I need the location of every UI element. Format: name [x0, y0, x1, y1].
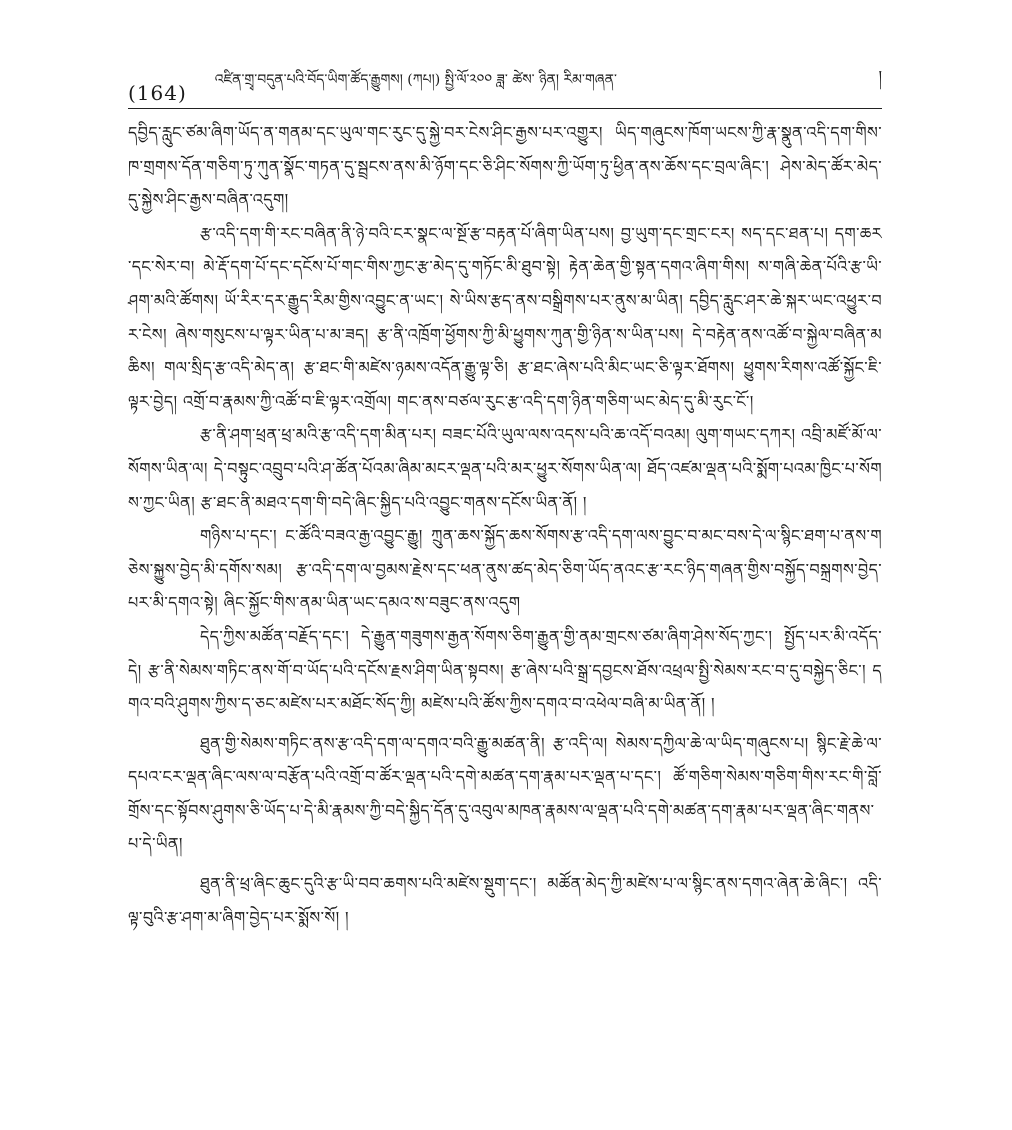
paragraph: ཐུན་གྱི་སེམས་གཏིང་ནས་རྩ་འདི་དག་ལ་དགའ་བའི་རྒྱུ་མཚན་ནི། རྩ་འདི་ལ། སེམས་དཀྱིལ་ཆེ་ལ་ཡིད་གཞུངས་པ། སྙིང་རྗེ་ཆེ་ལ་དཔའ་ངར་ལྡན་ཞིང་ལས་ལ་བརྩོན་པའི་འགྲོ་བ་ཚོར་ལྡན་པའི་དགེ་མཚན་དག་རྣམ་པར་ལྡན་པ་དང་། ཚོ་གཅིག་སེམས་གཅིག་གིས་རང་གི་བློ་གྲོས་དང་སྟོབས་ཤུགས་ཅི་ཡོད་པ་དེ་མི་རྣམས་ཀྱི་བདེ་སྐྱིད་དོན་དུ་འབུལ་མཁན་རྣམས་ལ་ལྡན་པའི་དགེ་མཚན་དག་རྣམ་པར་ལྡན་ཞིང་གནས་པ་དེ་ཡིན། — [128, 733, 882, 854]
body-text — [128, 116, 882, 934]
running-header — [128, 67, 882, 109]
paragraph: རྩ་ནི་ཤག་ཕྲན་ཕྲ་མའི་རྩ་འདི་དག་མིན་པར། བཟང་པོའི་ཡུལ་ལས་འདས་པའི་ཆ་འདོ་བའམ། ལུག་གཡང་དཀར། འབྲི་མཛོ་མོ་ལ་སོགས་ཡིན་ལ། དེ་བསྟུང་འབྲུབ་པའི་ཤ་ཚོན་པོའམ་ཞིམ་མངར་ལྡན་པའི་མར་ཕྱུར་སོགས་ཡིན་ལ། ཐོད་འཛམ་ལྡན་པའི་སྨོག་པའམ་ཁྱིང་པ་སོགས་ཀྱང་ཡིན། རྩ་ཐང་ནི་མཐའ་དག་གི་བདེ་ཞིང་སྐྱིད་པའི་འབྱུང་གནས་དངོས་ཡིན་ནོ། ། — [128, 425, 882, 512]
paragraph: རྩ་འདི་དག་གི་རང་བཞིན་ནི་ཉེ་བའི་ངར་སྣང་ལ་སྔོ་རྩ་བརྟན་པོ་ཞིག་ཡིན་པས། བྱ་ཡུག་དང་གྲང་ངར། སད་དང་ཐན་པ། དག་ཆར་དང་སེར་བ། མེ་རྡོ་དག་པོ་དང་དངོས་པོ་གང་གིས་ཀྱང་རྩ་མེད་དུ་གཏོང་མི་ཐུབ་སྟེ། རྟེན་ཆེན་གྱི་སྟན་དགའ་ཞིག་གིས། ས་གཞི་ཆེན་པོའི་རྩ་ཡི་ཤག་མའི་ཚོགས། ཡོ་རིར་དར་རྒྱུད་རིམ་གྱིས་འབྱུང་ན་ཡང་། སེ་ཡིས་རྩད་ནས་བསྒྲིགས་པར་ནུས་མ་ཡིན། དབྱིད་རླུང་ཤར་ཆེ་སྐར་ཡང་འཕྱུར་བར་ངེས། ཞེས་གསུངས་པ་ལྟར་ཡིན་པ་མ་ཟད། རྩ་ནི་འཁྲོག་ཕྱོགས་ཀྱི་མི་ཕྱུགས་ཀུན་གྱི་ཉིན་ས་ཡིན་པས། དེ་བརྟེན་ནས་འཚོ་བ་སྐྱེལ་བཞིན་མཆིས། གལ་སྲིད་རྩ་འདི་མེད་ན། རྩ་ཐང་གི་མཛེས་ཉམས་འདོན་རྒྱུ་ལྟ་ཅི། རྩ་ཐང་ཞེས་པའི་མིང་ཡང་ཅི་ལྟར་ཐོགས། ཕྱུགས་རིགས་འཚོ་སྐྱོང་ཇི་ལྟར་བྱེད། འགྲོ་བ་རྣམས་ཀྱི་འཚོ་བ་ཇི་ལྟར་འགྲོལ། གང་ནས་བཙལ་རུང་རྩ་འདི་དག་ཉིན་གཅིག་ཡང་མེད་དུ་མི་རུང་ངོ་། — [128, 223, 882, 411]
paragraph: དབྱིད་རླུང་ཙམ་ཞིག་ཡོད་ན་གནམ་དང་ཡུལ་གང་རུང་དུ་སྐྱེ་བར་ངེས་ཤིང་རྒྱས་པར་འགྱུར། ཡིད་གཞུངས་ཁོག་ཡངས་ཀྱི་རྣ་སྣུན་འདི་དག་གིས་ཁ་གྲགས་དོན་གཅིག་ཏུ་ཀུན་སྣོང་གཏན་དུ་སྦྲངས་ནས་མི་ཉོག་དང་ཅི་ཤིང་སོགས་ཀྱི་ཡོག་ཏུ་ཕྱིན་ནས་ཆོས་དང་བྲལ་ཞིང་། ཤེས་མེད་ཚོར་མེད་དུ་སྐྱེས་ཤིང་རྒྱས་བཞིན་འདུག། — [128, 123, 882, 210]
header-end-mark: ། — [878, 67, 882, 86]
page-number: (164) — [128, 81, 187, 105]
header-title: འཛིན་གྲྭ་བདུན་པའི་བོད་ཡིག་ཚོད་རྒྱུགས། (ཀཔ།) སྤྱི་ལོ་༢༠༠ ཟླ་ ཚེས་ ཉིན། རིམ་གཞན་ — [214, 72, 617, 88]
paragraph: གཉིས་པ་དང་། ང་ཚོའི་བཟའ་རྒྱ་འབྱུང་རྒྱུ། ཀྲུན་ཆས་སྐྱོད་ཆས་སོགས་རྩ་འདི་དག་ལས་བྱུང་བ་མང་བས་དེ་ལ་སྙིང་ཐག་པ་ནས་གཅེས་སྐྱུས་བྱེད་མི་དགོས་སམ། རྩ་འདི་དག་ལ་བྱམས་རྗེས་དང་ཕན་ནུས་ཚད་མེད་ཅིག་ཡོད་ནའང་རྩ་རང་ཉིད་གཞན་གྱིས་བསྐྱོད་བསྐྲགས་བྱེད་པར་མི་དགའ་སྟེ། ཞིང་སྐྱོང་གིས་ནམ་ཡིན་ཡང་དམའ་ས་བཟུང་ནས་འདུག — [128, 526, 882, 613]
paragraph: ཐུན་ནི་ཕྲ་ཞིང་ཆུང་དུའི་རྩ་ཡི་བབ་ཆགས་པའི་མཛེས་སྡུག་དང་། མཚོན་མེད་ཀྱི་མཛེས་པ་ལ་སྙིང་ནས་དགའ་ཞེན་ཆེ་ཞིང་། འདི་ལྟ་བུའི་རྩ་ཤག་མ་ཞིག་བྱེད་པར་སྨོས་སོ། ། — [128, 874, 882, 927]
paragraph: དེད་ཀྱིས་མཚོན་བརྗོད་དང་། དེ་རྒྱུན་གཟུགས་རྒྱན་སོགས་ཅིག་རྒྱུན་གྱི་ནམ་གྲངས་ཙམ་ཞིག་ཤེས་སོད་ཀྱང་། སྤྱོད་པར་མི་འདོད་དེ། རྩ་ནི་སེམས་གཏིང་ནས་གོ་བ་ཡོད་པའི་དངོས་རྗས་ཤིག་ཡིན་སྟབས། རྩ་ཞེས་པའི་སྒྲ་དབྱངས་ཐོས་འཕྲལ་སྤྱི་སེམས་རང་བ་དུ་བསྐྱེད་ཅིང་། དགའ་བའི་ཤུགས་ཀྱིས་ད་ཅང་མཛེས་པར་མཐོང་སོད་ཀྱི། མཛེས་པའི་ཚོས་ཀྱིས་དགའ་བ་འཕེལ་བཞི་མ་ཡིན་ནོ། ། — [128, 626, 882, 714]
